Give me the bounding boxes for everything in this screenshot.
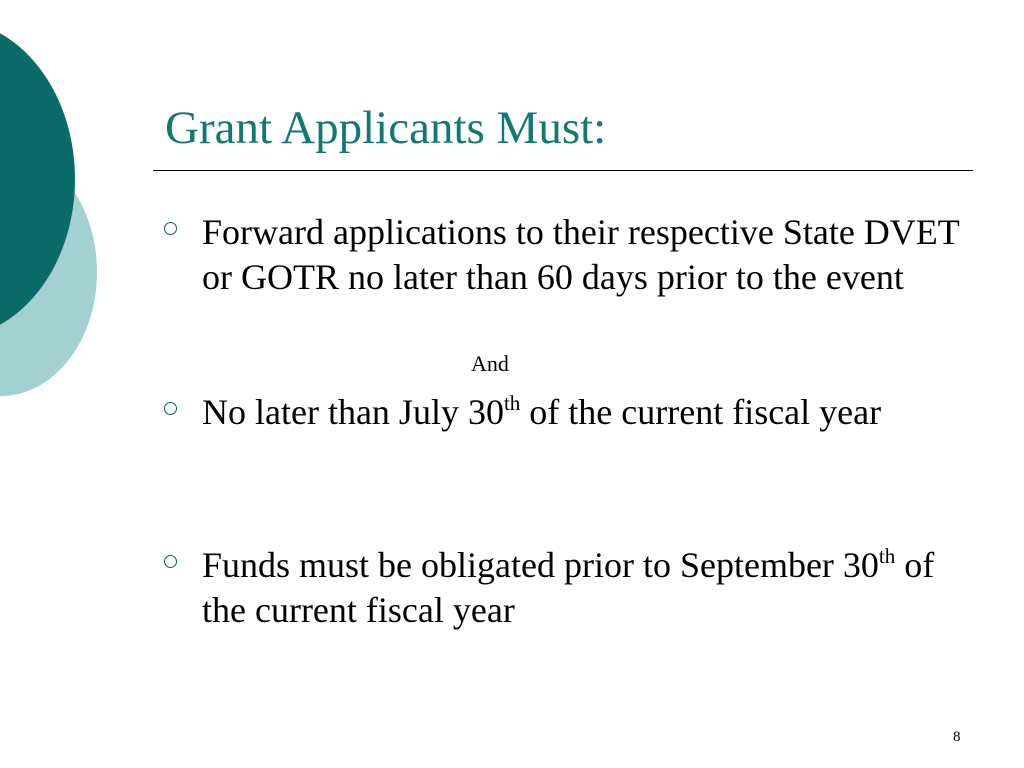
ordinal-superscript: th — [503, 391, 521, 415]
bullet-circle-icon — [164, 222, 177, 235]
slide-title: Grant Applicants Must: — [165, 102, 607, 154]
ordinal-superscript: th — [878, 544, 896, 568]
connector-text: And — [471, 351, 509, 376]
bullet-text: Forward applications to their respective State DVET or GOTR no later than 60 days prior to the event — [202, 212, 960, 297]
bullet-circle-icon — [164, 555, 177, 568]
page-number: 8 — [953, 729, 961, 745]
bullet-circle-icon — [164, 402, 177, 415]
bullet-text: Funds must be obligated prior to September 30th of the current fiscal year — [202, 544, 935, 630]
title-underline — [153, 170, 973, 171]
bullet-text: No later than July 30th of the current fiscal year — [202, 391, 882, 432]
